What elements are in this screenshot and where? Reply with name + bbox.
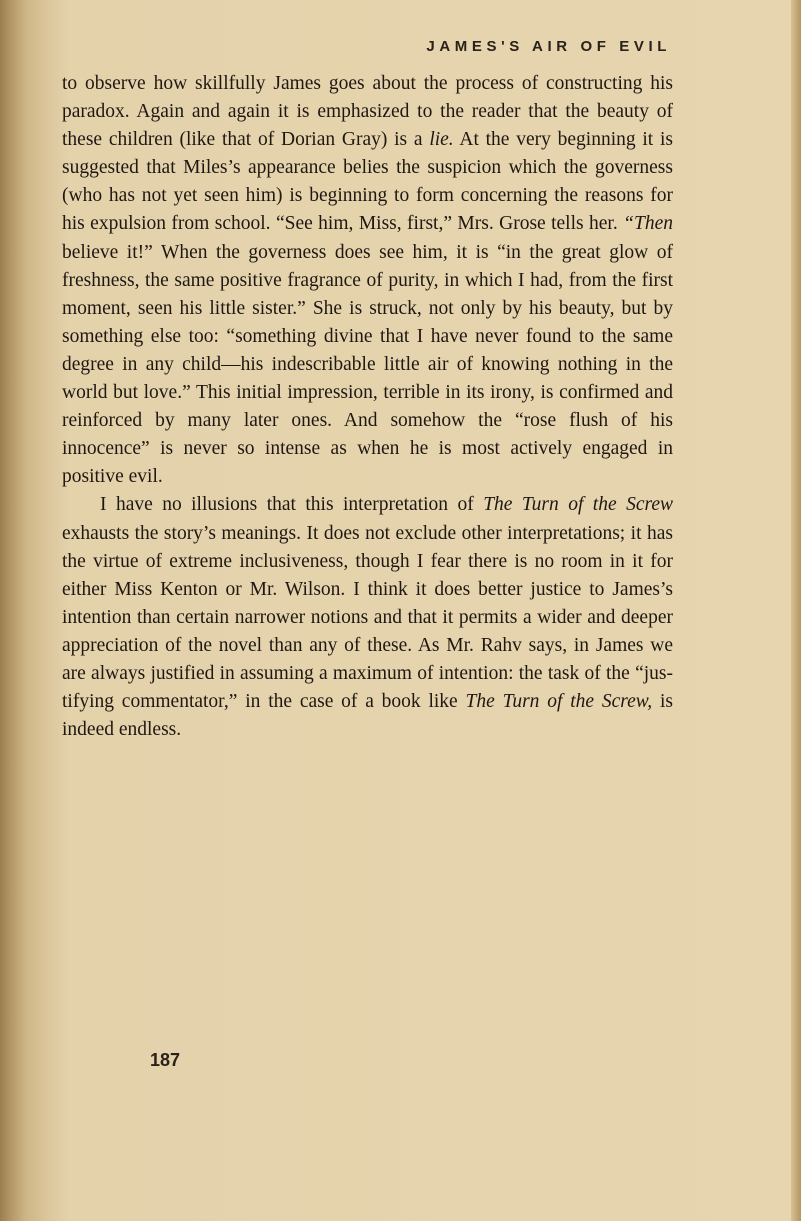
paragraph-1 (62, 70, 673, 491)
italic-text: lie. (429, 129, 454, 151)
text-run: to observe how skillfully James goes about the process of constructing his paradox. Again and again it is emphasized to the reader that the beauty of these children (like that of Dorian Gray) is a (62, 73, 673, 151)
italic-text: The Turn of the Screw (483, 494, 674, 516)
text-run: is indeed endless. (62, 691, 673, 741)
body-text (62, 70, 673, 744)
page-number: 187 (150, 1050, 181, 1070)
text-run: exhausts the story’s meanings. It does not exclude other interpretations; it has the virtue of extreme inclusiveness, though I fear there is no room in it for either Miss Kenton or Mr. Wilson. I think it does better justice to James’s intention than certain narrower notions and that it permits a wider and deeper appreciation of the novel than any of these. As Mr. Rahv says, in James we are always justified in assuming a maximum of intention: the task of the “justifying commentator,” in the case of a book like (62, 522, 673, 713)
running-head: JAMES'S AIR OF EVIL (426, 38, 671, 55)
text-run: I have no illusions that this interpretation of (100, 494, 484, 516)
italic-text: “Then (623, 213, 673, 235)
italic-text: The Turn of the Screw, (465, 691, 653, 713)
text-run: believe it!” When the governess does see him, it is “in the great glow of freshness, the same positive fragrance of purity, in which I had, from the first moment, seen his little sister.” She is struck, not only by his beauty, but by something else too: “something divine that I have never found to the same degree in any child—his indescribable little air of knowing nothing in the world but love.” This initial impression, terrible in its irony, is confirmed and reinforced by many later ones. And somehow the “rose flush of his innocence” is never so intense as when he is most actively engaged in positive evil. (62, 241, 673, 488)
text-run: At the very beginning it is suggested that Miles’s appearance belies the suspicion which the governess (who has not yet seen him) is beginning to form concerning the reasons for his expulsion from school. “See him, Miss, first,” Mrs. Grose tells her. (62, 129, 673, 235)
paragraph-2 (62, 491, 673, 744)
